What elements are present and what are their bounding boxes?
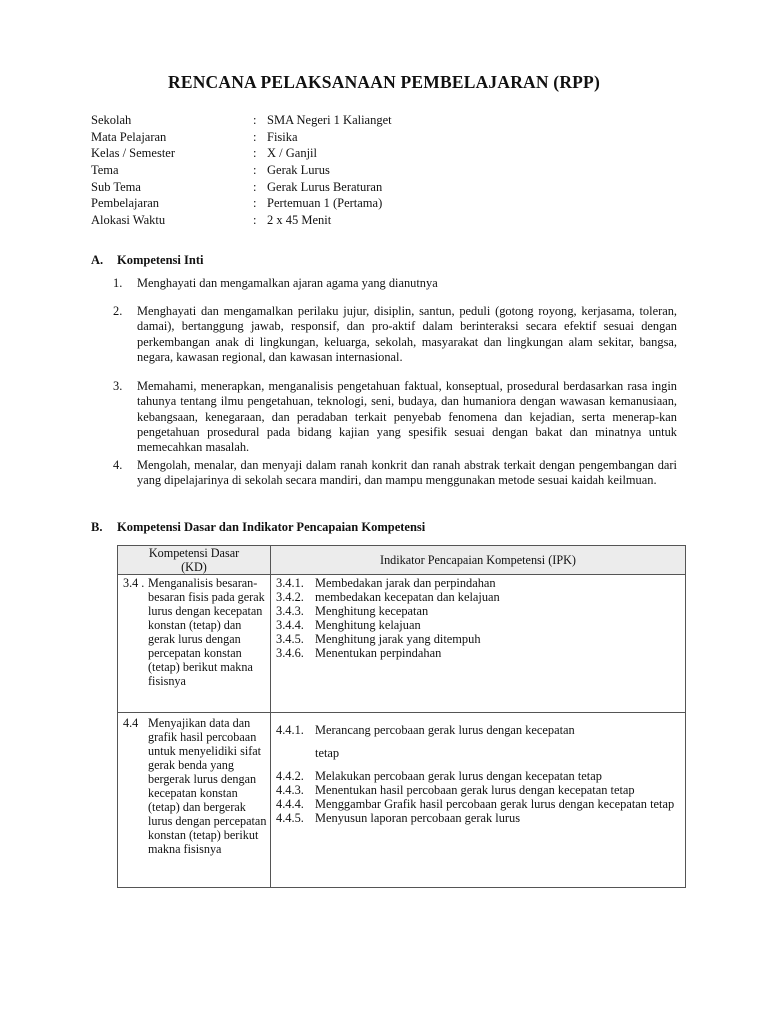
kd-code: 3.4 . <box>123 576 145 590</box>
ipk-text: Merancang percobaan gerak lurus dengan kecepatan <box>315 723 575 737</box>
meta-value: Pertemuan 1 (Pertama) <box>267 196 383 211</box>
ipk-text: Melakukan percobaan gerak lurus dengan kecepatan tetap <box>315 769 602 783</box>
kd-cell <box>118 575 271 713</box>
ki-item-3 <box>113 379 677 455</box>
meta-separator: : <box>253 129 257 144</box>
ki-item-1 <box>113 276 677 291</box>
meta-separator: : <box>253 146 257 161</box>
ki-text: Mengolah, menalar, dan menyaji dalam ranah konkrit dan ranah abstrak terkait dengan pengembangan dari yang dipelajarinya di sekolah secara mandiri, dan mampu menggunakan metode sesuai kaidah keilmuan. <box>137 458 677 488</box>
meta-separator: : <box>253 196 257 211</box>
ipk-text: Menghitung kelajuan <box>315 618 421 632</box>
kd-code: 4.4 <box>123 716 139 730</box>
ipk-item <box>276 797 681 811</box>
ipk-text: Menggambar Grafik hasil percobaan gerak lurus dengan kecepatan tetap <box>315 797 675 811</box>
ipk-item <box>276 769 681 783</box>
section-title: Kompetensi Inti <box>117 253 204 267</box>
kd-text: Menyajikan data dan grafik hasil percobaan untuk menyelidiki sifat gerak benda yang bergerak lurus dengan kecepatan konstan (tetap) dan bergerak lurus dengan percepatan konstan (tetap) berikut makna fisisnya <box>148 716 267 856</box>
meta-separator: : <box>253 213 257 228</box>
section-letter: B. <box>91 520 103 534</box>
ipk-number: 4.4.1. <box>276 723 304 737</box>
meta-value: Gerak Lurus Beraturan <box>267 179 383 194</box>
section-b-heading <box>91 520 425 535</box>
table-row <box>118 575 686 713</box>
meta-label: Pembelajaran <box>91 196 160 211</box>
kd-cell <box>118 713 271 888</box>
ipk-cell <box>271 575 686 713</box>
ipk-number: 3.4.2. <box>276 590 304 604</box>
ipk-number: 3.4.6. <box>276 646 304 660</box>
section-title: Kompetensi Dasar dan Indikator Pencapaian Kompetensi <box>117 520 426 534</box>
ki-text: Memahami, menerapkan, menganalisis pengetahuan faktual, konseptual, prosedural berdasarkan rasa ingin tahunya tentang ilmu pengetahuan, teknologi, seni, budaya, dan humaniora dengan wawasan kemanusiaan, kebangsaan, kenegaraan, dan peradaban terkait penyebab fenomena dan kejadian, serta menerap-kan pengetahuan prosedural pada bidang kajian yang spesifik sesuai dengan bakat dan minatnya untuk memecahkan masalah. <box>137 379 677 455</box>
meta-separator: : <box>253 163 257 178</box>
kd-ipk-table <box>117 545 686 888</box>
ipk-item-continuation <box>276 746 681 760</box>
meta-value: X / Ganjil <box>267 146 317 161</box>
ki-item-2 <box>113 304 677 365</box>
header-kd-line-2: (KD) <box>181 559 207 574</box>
ipk-number: 3.4.3. <box>276 604 304 618</box>
ki-number: 3. <box>113 379 123 393</box>
meta-value: Gerak Lurus <box>267 163 330 178</box>
meta-label: Sekolah <box>91 113 132 127</box>
meta-value: 2 x 45 Menit <box>267 213 332 228</box>
ipk-item <box>276 783 681 797</box>
ipk-number: 4.4.4. <box>276 797 304 811</box>
ki-number: 4. <box>113 458 123 472</box>
meta-row-sub-tema <box>91 180 392 197</box>
meta-row-kelas-semester <box>91 146 392 163</box>
identity-block <box>91 113 392 230</box>
ipk-text: Menyusun laporan percobaan gerak lurus <box>315 811 521 825</box>
ipk-number <box>276 746 315 760</box>
ipk-text: membedakan kecepatan dan kelajuan <box>315 590 500 604</box>
ipk-number: 3.4.1. <box>276 576 304 590</box>
ipk-item <box>276 604 681 618</box>
meta-separator: : <box>253 113 257 127</box>
ki-text: Menghayati dan mengamalkan perilaku jujur, disiplin, santun, peduli (gotong royong, kerjasama, toleran, damai), bertanggung jawab, responsif, dan pro-aktif dalam berinteraksi secara efektif sesuai dengan perkembangan anak di lingkungan, keluarga, sekolah, masyarakat dan lingkungan alam sekitar, bangsa, negara, kawasan regional, dan kawasan internasional. <box>137 304 677 364</box>
ipk-item <box>276 618 681 632</box>
ipk-text: Menghitung kecepatan <box>315 604 429 618</box>
header-ipk: Indikator Pencapaian Kompetensi (IPK) <box>271 546 686 575</box>
kd-text: Menganalisis besaran-besaran fisis pada gerak lurus dengan kecepatan konstan (tetap) dan gerak lurus dengan percepatan konstan (tetap) berikut makna fisisnya <box>148 576 265 688</box>
ipk-item <box>276 632 681 646</box>
header-kd-line-1: Kompetensi Dasar <box>148 546 240 560</box>
ki-number: 2. <box>113 304 123 318</box>
ipk-item <box>276 723 681 737</box>
meta-label: Alokasi Waktu <box>91 213 166 228</box>
table-header-row <box>118 546 686 575</box>
meta-value: Fisika <box>267 129 298 144</box>
header-kd <box>118 546 271 575</box>
meta-label: Sub Tema <box>91 179 141 194</box>
meta-label: Mata Pelajaran <box>91 129 167 144</box>
ipk-item <box>276 646 681 660</box>
ipk-cell <box>271 713 686 888</box>
meta-label: Tema <box>91 163 119 178</box>
ipk-item <box>276 811 681 825</box>
meta-row-sekolah <box>91 113 392 130</box>
ipk-number: 4.4.2. <box>276 769 304 783</box>
ipk-text: Menghitung jarak yang ditempuh <box>315 632 481 646</box>
page-title: RENCANA PELAKSANAAN PEMBELAJARAN (RPP) <box>168 72 600 92</box>
ki-number: 1. <box>113 276 123 290</box>
meta-separator: : <box>253 179 257 194</box>
ipk-text: Membedakan jarak dan perpindahan <box>315 576 496 590</box>
ki-text: Menghayati dan mengamalkan ajaran agama yang dianutnya <box>137 276 438 290</box>
ipk-text: Menentukan hasil percobaan gerak lurus dengan kecepatan tetap <box>315 783 635 797</box>
ipk-text: tetap <box>315 746 340 760</box>
ipk-item <box>276 590 681 604</box>
ipk-number: 4.4.5. <box>276 811 304 825</box>
ipk-number: 4.4.3. <box>276 783 304 797</box>
meta-label: Kelas / Semester <box>91 146 176 161</box>
table-row <box>118 713 686 888</box>
ipk-number: 3.4.4. <box>276 618 304 632</box>
meta-value: SMA Negeri 1 Kalianget <box>267 113 392 127</box>
ipk-number: 3.4.5. <box>276 632 304 646</box>
meta-row-alokasi-waktu <box>91 213 392 230</box>
ki-item-4 <box>113 458 677 489</box>
section-a-heading <box>91 253 203 268</box>
ipk-text: Menentukan perpindahan <box>315 646 442 660</box>
meta-row-pembelajaran <box>91 196 392 213</box>
meta-row-mata-pelajaran <box>91 130 392 147</box>
meta-row-tema <box>91 163 392 180</box>
section-letter: A. <box>91 253 104 267</box>
ipk-item <box>276 576 681 590</box>
